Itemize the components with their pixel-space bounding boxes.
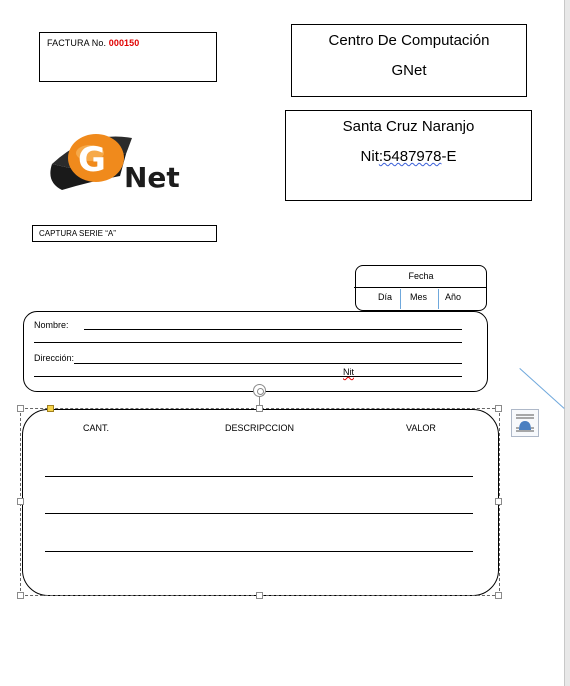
company-name: Centro De Computación: [328, 32, 490, 49]
resize-handle-right[interactable]: [495, 498, 502, 505]
nit-prefix: Nit: [360, 148, 379, 165]
invoice-label: FACTURA No.: [47, 38, 107, 48]
gnet-logo[interactable]: [48, 128, 200, 194]
layout-options-button[interactable]: [511, 409, 539, 437]
resize-handle-top-right[interactable]: [495, 405, 502, 412]
company-name-box[interactable]: [291, 24, 527, 97]
nit-value: :5487978: [378, 148, 442, 165]
date-year-label: Año: [445, 292, 462, 302]
logo-mark: [50, 134, 132, 190]
column-header-value: VALOR: [406, 423, 436, 433]
resize-handle-top[interactable]: [256, 405, 263, 412]
page-shadow: [565, 0, 570, 686]
column-header-description: DESCRIPCCION: [225, 423, 295, 433]
resize-handle-left[interactable]: [17, 498, 24, 505]
date-divider: [354, 287, 486, 288]
address-label: Dirección:: [34, 353, 75, 363]
detail-box[interactable]: [22, 409, 499, 596]
date-title: Fecha: [408, 271, 434, 281]
adjust-handle[interactable]: [47, 405, 54, 412]
resize-handle-bottom-right[interactable]: [495, 592, 502, 599]
address-line[interactable]: [74, 363, 462, 364]
date-separator: [438, 289, 439, 309]
company-nit: [286, 148, 531, 165]
serie-box[interactable]: [32, 225, 217, 242]
logo-text: Net: [124, 161, 180, 194]
invoice-number-box[interactable]: [39, 32, 217, 82]
client-info-box[interactable]: [23, 311, 488, 392]
layout-options-icon: [512, 410, 538, 436]
logo-letter: G: [78, 140, 106, 180]
invoice-number: 000150: [108, 38, 140, 48]
company-brand: GNet: [391, 62, 427, 79]
name-line-2[interactable]: [34, 342, 462, 343]
resize-handle-bottom-left[interactable]: [17, 592, 24, 599]
nit-suffix: -E: [441, 148, 457, 165]
address-box[interactable]: [285, 110, 532, 201]
date-day-label: Día: [378, 292, 393, 302]
invoice-label-line: [47, 38, 139, 48]
company-address: Santa Cruz Naranjo: [342, 118, 475, 135]
rotate-handle-icon[interactable]: [253, 384, 266, 397]
address-line-2[interactable]: [34, 376, 462, 377]
column-header-quantity: CANT.: [83, 423, 110, 433]
detail-row-line[interactable]: [45, 476, 473, 477]
connector-line: [519, 368, 564, 409]
date-month-label: Mes: [410, 292, 428, 302]
date-separator: [400, 289, 401, 309]
date-box[interactable]: [355, 265, 487, 311]
client-nit-label: Nit: [343, 367, 354, 377]
name-label: Nombre:: [34, 320, 69, 330]
name-line[interactable]: [84, 329, 462, 330]
detail-row-line[interactable]: [45, 551, 473, 552]
resize-handle-bottom[interactable]: [256, 592, 263, 599]
serie-label: CAPTURA SERIE “A”: [39, 229, 116, 238]
detail-row-line[interactable]: [45, 513, 473, 514]
resize-handle-top-left[interactable]: [17, 405, 24, 412]
